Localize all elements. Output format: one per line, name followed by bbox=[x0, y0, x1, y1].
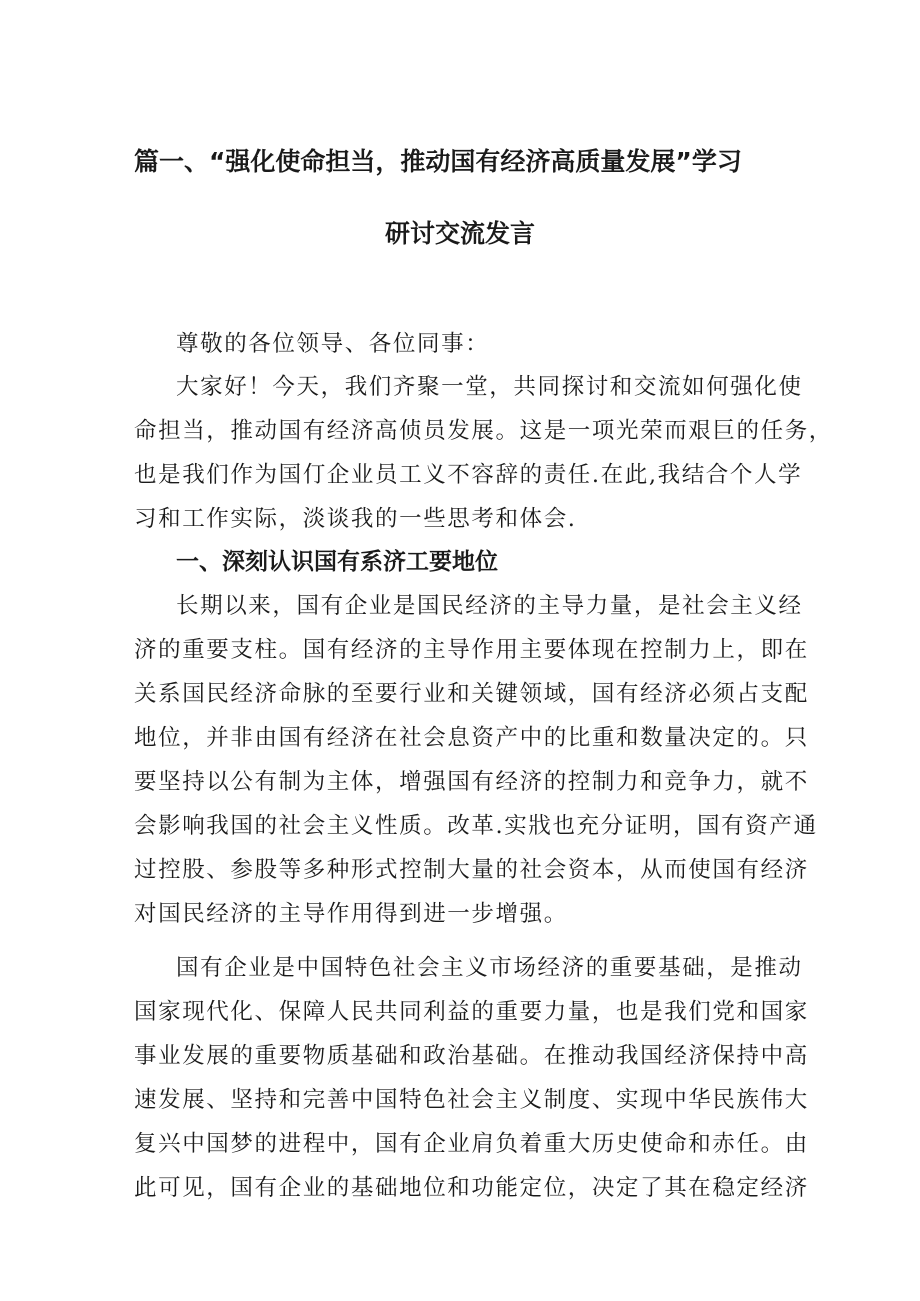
paragraph-line: 速发展、坚持和完善中国特色社会主义制度、实现中华民族伟大 bbox=[134, 1087, 809, 1113]
paragraph-line: 国家现代化、保障人民共同利益的重要力量，也是我们党和国家 bbox=[134, 999, 809, 1025]
paragraph-line: 会影响我国的社会主义性质。改革.实戕也充分证明，国有资产通 bbox=[134, 813, 818, 839]
paragraph-line: 过控股、参股等多种形式控制大量的社会资本，从而使国有经济 bbox=[134, 857, 809, 883]
paragraph-line: 地位，并非由国有经济在社会息资产中的比重和数量决定的。只 bbox=[134, 725, 809, 751]
intro-line-4: 习和工作实际，淡谈我的一些思考和体会. bbox=[134, 506, 577, 532]
intro-line-1: 大家好！今天，我们齐聚一堂，共同探讨和交流如何强化使 bbox=[176, 374, 803, 400]
intro-line-2: 命担当，推动国有经济高侦员发展。这是一项光荣而艰巨的任务， bbox=[134, 418, 833, 444]
paragraph-line: 关系国民经济命脉的至要行业和关键领域，国有经济必须占支配 bbox=[134, 681, 809, 707]
paragraph-line: 济的重要支柱。国有经济的主导作用主要体现在控制力上，即在 bbox=[134, 637, 809, 663]
paragraph-line: 国有企业是中国特色社会主义市场经济的重要基础，是推动 bbox=[176, 955, 803, 981]
paragraph-line: 要坚持以公有制为主体，增强国有经济的控制力和竞争力，就不 bbox=[134, 769, 809, 795]
paragraph-line: 此可见，国有企业的基础地位和功能定位，决定了其在稳定经济 bbox=[134, 1175, 809, 1201]
intro-line-3: 也是我们作为国仃企业员工义不容辞的责任.在此,我结合个人学 bbox=[134, 462, 803, 488]
paragraph-line: 事业发展的重要物质基础和政治基础。在推动我国经济保持中高 bbox=[134, 1043, 809, 1069]
section-heading-1: 一、深刻认识国有系济工要地位 bbox=[176, 549, 498, 575]
paragraph-line: 长期以来，国有企业是国民经济的主导力量，是社会主义经 bbox=[176, 593, 803, 619]
paragraph-line: 复兴中国梦的进程中，国有企业肩负着重大历史使命和赤任。由 bbox=[134, 1131, 809, 1157]
document-title-line-2: 研讨交流发言 bbox=[384, 219, 535, 248]
document-title-line-1: 篇一、“强化使命担当，推动国有经济高质量发展”学习 bbox=[134, 147, 742, 176]
paragraph-line: 对国民经济的主导作用得到进一步增强。 bbox=[134, 901, 568, 927]
salutation: 尊敬的各位领导、各位同事： bbox=[176, 331, 490, 357]
